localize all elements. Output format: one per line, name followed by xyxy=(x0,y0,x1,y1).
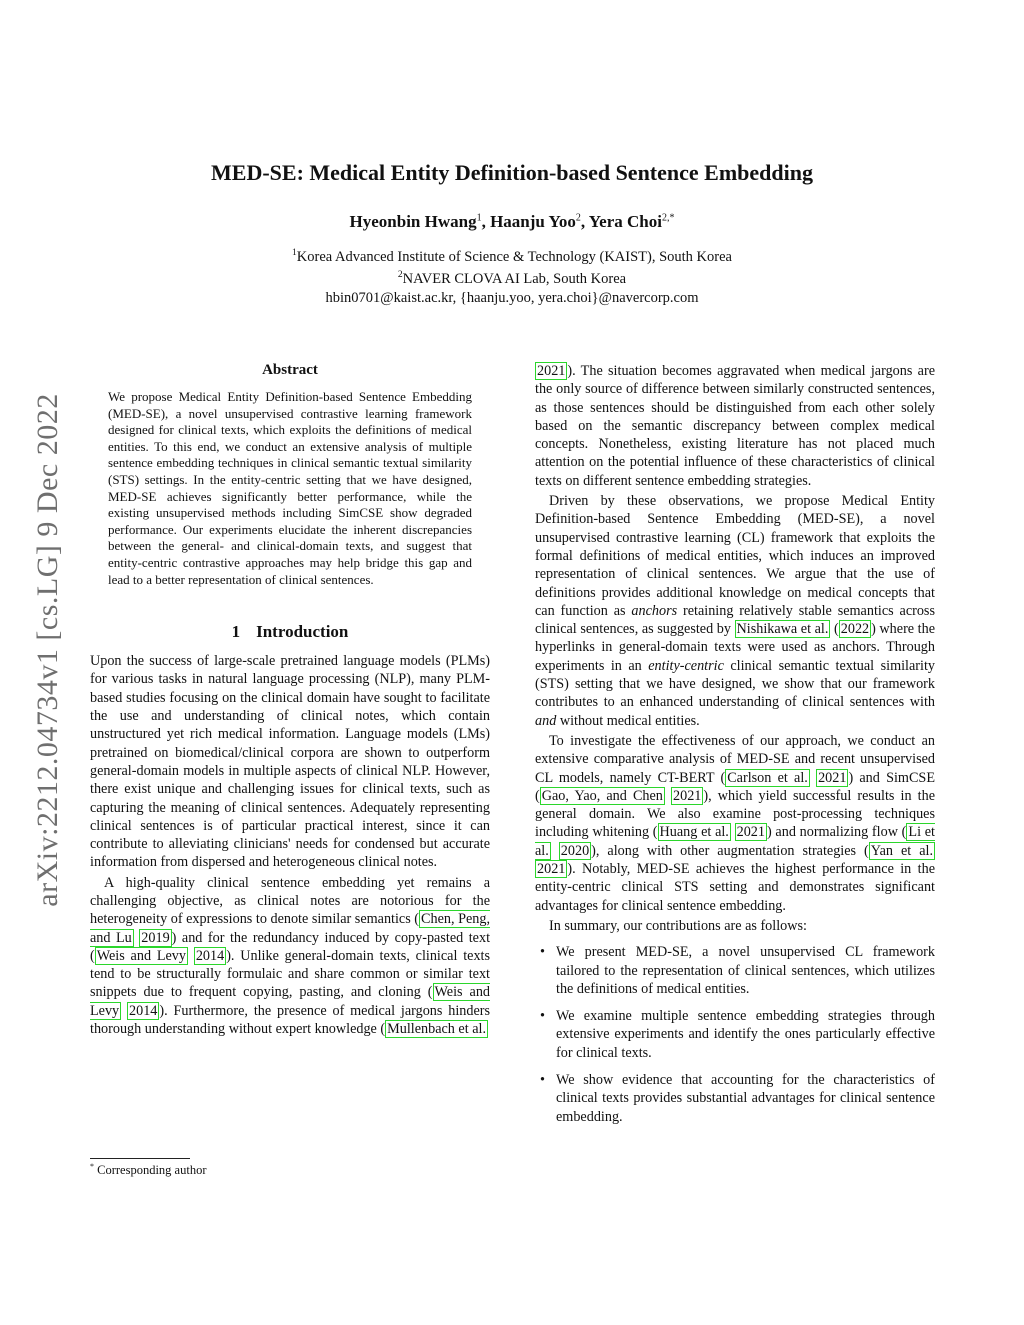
citation-link[interactable]: Nishikawa et al. xyxy=(736,621,829,638)
citation-link[interactable]: Weis and Levy xyxy=(90,984,491,1019)
author-list: Hyeonbin Hwang$^1$, Haanju Yoo$^2$, Yera Choi$^{2,*}$ xyxy=(349,212,675,231)
author-name: Hyeonbin Hwang xyxy=(349,212,477,231)
citation-link[interactable]: Carlson et al. xyxy=(727,769,808,786)
arxiv-sidebar-stamp: arXiv:2212.04734v1 [cs.LG] 9 Dec 2022 xyxy=(31,393,64,907)
author-mark: 2 xyxy=(575,212,581,224)
left-column xyxy=(90,362,490,1038)
list-item: • We present MED-SE, a novel unsupervised CL framework tailored to the representation of clinical sentences, which utilizes the definitions of medical entities. xyxy=(540,944,935,997)
footnote: * Corresponding author xyxy=(90,1162,207,1178)
section-heading xyxy=(90,622,490,642)
list-item: • We examine multiple sentence embedding strategies through extensive experiments and identify the ones particularly effective for clinical texts. xyxy=(540,1008,935,1061)
citation-link[interactable]: Huang et al. xyxy=(659,824,729,841)
citation-link[interactable]: 2021 xyxy=(736,824,765,841)
citation-link[interactable]: 2019 xyxy=(141,929,170,946)
intro-paragraph-1: Upon the success of large-scale pretrained language models (PLMs) for various tasks in natural language processing (NLP), many PLM-based studies focusing on the clinical domain have sought to facilitate the use and understanding of clinical notes, which contain unstructured yet rich medical information. Language models (LMs) pretrained on biomedical/clinical corpora are shown to outperform general-domain models in multiple aspects of clinical NLP. However, there exist unique and challenging issues for clinical texts, such as capturing the meaning of clinical sentences. Adequately representing clinical sentences is of particular practical interest, since it can contribute to alleviating clinicians' needs for condensed but accurate information from dispersed and heterogeneous clinical notes. xyxy=(90,653,490,871)
intro-paragraph-5: To investigate the effectiveness of our approach, we conduct an extensive comparative analysis of MED-SE and recent unsupervised CL models, namely CT-BERT ( Carlson et al. 2021 ) and SimCSE ( Gao, Yao, and Chen 2021 ), which yield successful results in the general domain. We also examine post-processing techniques including whitening ( Huang et al. 2021 ) and normalizing flow ( Li et al. 2020 ), along with other augmentation strategies ( Yan et al. 2021 ). Notably, MED-SE achieves the highest performance in the entity-centric clinical STS setting and demonstrates significant advantages for clinical sentence embedding. xyxy=(535,732,936,914)
bullet-icon: • xyxy=(540,944,545,961)
intro-paragraph-6: In summary, our contributions are as follows: xyxy=(549,917,807,934)
citation-link[interactable]: 2021 xyxy=(818,769,847,786)
citation-link[interactable]: Chen, Peng, and Lu xyxy=(90,911,491,946)
author-mark: 2,* xyxy=(661,212,675,224)
section-number: 1 xyxy=(231,622,241,642)
citation-link[interactable]: 2022 xyxy=(840,621,870,638)
footnote-divider xyxy=(90,1158,190,1159)
author-name: Yera Choi xyxy=(588,212,662,231)
affiliation-line: $^1$Korea Advanced Institute of Science & Technology (KAIST), South Korea xyxy=(292,248,732,265)
intro-paragraph-3: 2021 ). The situation becomes aggravated when medical jargons are the only source of difference between similarly constructed sentences, as those sentences should be distinguished from each other solely based on the semantic discrepancy between complex medical concepts. Nonetheless, existing literature has not placed much attention on the potential influence of these characteristics of clinical texts on different sentence embedding strategies. xyxy=(535,363,935,489)
list-item: • We show evidence that accounting for the characteristics of clinical texts provides substantial advantages for clinical sentence embedding. xyxy=(540,1071,935,1125)
abstract-heading: Abstract xyxy=(262,362,318,378)
affiliations xyxy=(0,244,1024,307)
bullet-icon: • xyxy=(540,1071,545,1088)
citation-link[interactable]: 2021 xyxy=(537,363,566,379)
citation-link[interactable]: 2020 xyxy=(560,842,590,859)
intro-paragraph-4: Driven by these observations, we propose Medical Entity Definition-based Sentence Embedding (MED-SE), a novel unsupervised contrastive learning (CL) framework that exploits the formal definitions of medical entities, which induces an improved representation of clinical sentences. We argue that the use of definitions provides additional knowledge on medical concepts that can function as anchors retaining relatively stable semantics across clinical sentences, as suggested by Nishikawa et al. ( 2022 ) where the hyperlinks in general-domain texts were used as anchors. Through experiments in an entity-centric clinical semantic textual similarity (STS) setting that we have designed, we show that our framework contributes to an enhanced understanding of clinical sentences with and without medical entities. xyxy=(535,493,936,729)
citation-link[interactable]: Li et al. xyxy=(535,824,935,859)
citation-link[interactable]: Gao, Yao, and Chen xyxy=(541,787,663,804)
right-column xyxy=(535,362,935,1135)
citation-link[interactable]: 2014 xyxy=(129,1002,158,1019)
citation-link[interactable]: 2021 xyxy=(537,861,566,878)
contribution-list xyxy=(535,943,935,1126)
author-mark: 1 xyxy=(476,212,482,224)
abstract-text: We propose Medical Entity Definition-based Sentence Embedding (MED-SE), a novel unsupervised contrastive learning framework designed for clinical texts, which exploits the definitions of medical entities. To this end, we conduct an extensive analysis of multiple sentence embedding techniques in clinical semantic textual similarity (STS) settings. In the entity-centric setting that we have designed, MED-SE achieves significantly better performance, while the existing unsupervised methods including SimCSE show degraded performance. Our experiments elucidate the inherent discrepancies between the general- and clinical-domain texts, and suggest that entity-centric contrastive approaches may help bridge this gap and lead to a better representation of clinical sentences. xyxy=(108,389,472,587)
affiliation-line: $^2$NAVER CLOVA AI Lab, South Korea xyxy=(397,270,627,288)
section-title: Introduction xyxy=(256,622,349,642)
author-emails: hbin0701@kaist.ac.kr, {haanju.yoo, yera.choi}@navercorp.com xyxy=(325,289,699,306)
citation-link[interactable]: Yan et al. xyxy=(870,842,933,859)
citation-link[interactable]: 2021 xyxy=(673,787,702,804)
intro-paragraph-2: A high-quality clinical sentence embedding yet remains a challenging objective, as clinical notes are notorious for the heterogeneity of expressions to denote similar semantics ( Chen, Peng, and Lu 2019 ) and for the redundancy induced by copy-pasted text ( Weis and Levy 2014 ). Unlike general-domain texts, clinical texts tend to be structurally formulaic and share common or similar text snippets due to frequent copying, pasting, and cloning ( Weis and Levy 2014 ). Furthermore, the presence of medical jargons hinders thorough understanding without expert knowledge ( Mullenbach et al. xyxy=(90,874,491,1038)
citation-link[interactable]: Weis and Levy xyxy=(96,947,186,964)
author-name: Haanju Yoo xyxy=(490,212,576,231)
bullet-icon: • xyxy=(540,1008,545,1025)
citation-link[interactable]: 2014 xyxy=(195,947,225,964)
paper-title: MED-SE: Medical Entity Definition-based Sentence Embedding xyxy=(211,160,813,185)
citation-link[interactable]: Mullenbach et al. xyxy=(387,1021,487,1038)
